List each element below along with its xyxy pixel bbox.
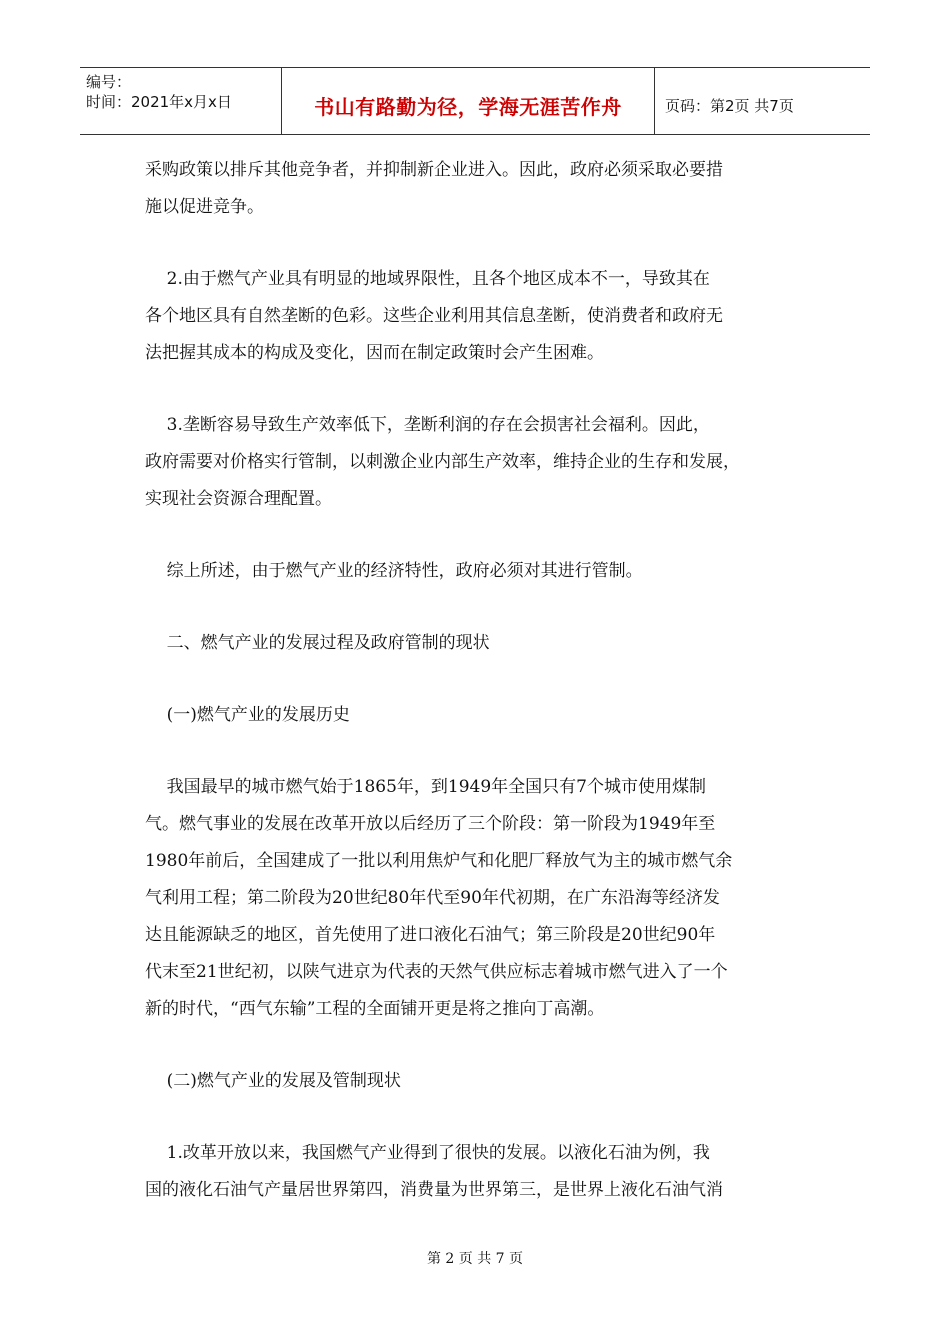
paragraph: 3.垄断容易导致生产效率低下，垄断利润的存在会损害社会福利。因此， 政府需要对价格实行管制，以刺激企业内部生产效率，维持企业的生存和发展， 实现社会资源合理配置。 — [145, 415, 740, 509]
paragraph: 采购政策以排斥其他竞争者，并抑制新企业进入。因此，政府必须采取必要措 施以促进竞争。 — [145, 160, 723, 217]
document-date-label: 时间：2021年x月x日 — [86, 93, 232, 111]
header-motto: 书山有路勤为径，学海无涯苦作舟 — [314, 94, 622, 119]
paragraph: 1.改革开放以来，我国燃气产业得到了很快的发展。以液化石油为例，我 国的液化石油气产量居世界第四，消费量为世界第三，是世界上液化石油气消 — [145, 1143, 723, 1200]
document-body — [145, 152, 810, 1244]
paragraph: 综上所述，由于燃气产业的经济特性，政府必须对其进行管制。 — [145, 561, 643, 581]
subsection-heading: (一)燃气产业的发展历史 — [145, 705, 350, 725]
subsection-heading: (二)燃气产业的发展及管制现状 — [145, 1071, 401, 1091]
header-page-code: 页码：第2页 共7页 — [665, 96, 794, 115]
header-motto-cell — [282, 68, 655, 134]
paragraph: 2.由于燃气产业具有明显的地域界限性，且各个地区成本不一，导致其在 各个地区具有自然垄断的色彩。这些企业利用其信息垄断，使消费者和政府无 法把握其成本的构成及变化，因而在制定政策时会产生困难。 — [145, 269, 723, 363]
page-footer: 第 2 页 共 7 页 — [426, 1251, 524, 1267]
document-number-label: 编号： — [86, 73, 132, 91]
header-page-cell — [655, 68, 870, 134]
header-info-cell — [80, 68, 282, 134]
paragraph: 我国最早的城市燃气始于1865年，到1949年全国只有7个城市使用煤制 气。燃气事业的发展在改革开放以后经历了三个阶段：第一阶段为1949年至 1980年前后，全国建成了一批以利用焦炉气和化肥厂释放气为主的城市燃气余 气利用工程；第二阶段为20世纪80年代至90年代初期，在广东沿海等经济发 达且能源缺乏的地区，首先使用了进口液化石油气；第三阶段是20世纪90年 代末至21世纪初，以陕气进京为代表的天然气供应标志着城市燃气进入了一个 新的时代，“西气东输”工程的全面铺开更是将之推向丁高潮。 — [145, 777, 733, 1019]
section-heading: 二、燃气产业的发展过程及政府管制的现状 — [145, 633, 490, 653]
page-header — [80, 67, 870, 135]
